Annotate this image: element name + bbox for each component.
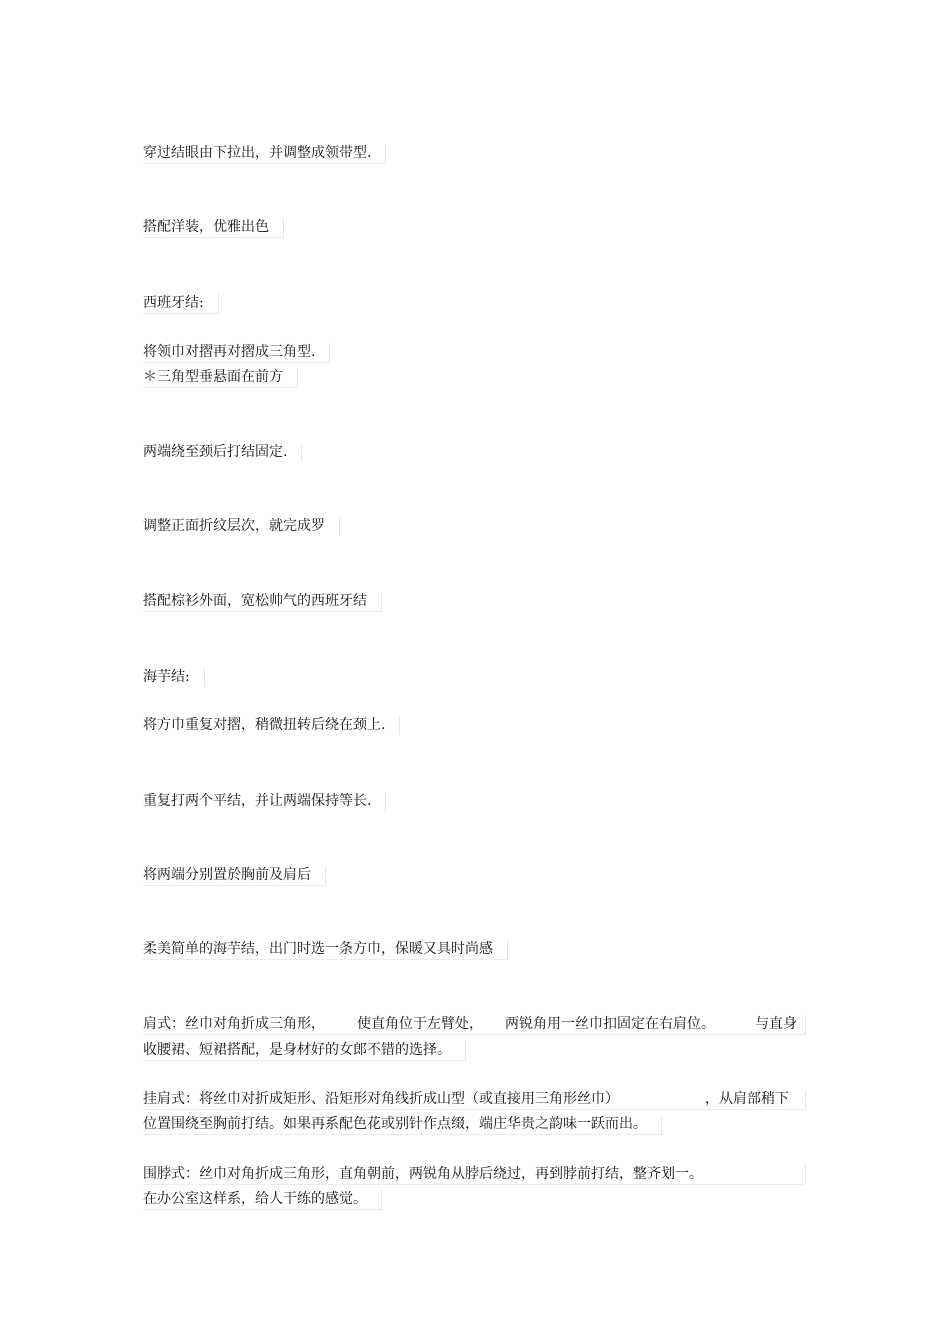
paragraph-shoulder-style-line-2: 收腰裙、短裙搭配，是身材好的女郎不错的选择。 xyxy=(143,1041,466,1061)
shoulder-style-segment-2: 使直角位于左臂处， xyxy=(357,1016,483,1032)
paragraph-calla-step-2: 重复打两个平结，并让两端保持等长. xyxy=(143,792,386,811)
hang-shoulder-segment-1: 挂肩式：将丝巾对折成矩形、沿矩形对角线折成山型（或直接用三角形丝巾） xyxy=(143,1091,619,1107)
paragraph-shoulder-style-line-1 xyxy=(143,1015,806,1035)
heading-calla-knot: 海芋结: xyxy=(143,668,205,687)
paragraph-spanish-step-2: 两端绕至颈后打结固定. xyxy=(143,443,302,462)
paragraph-spanish-step-1: 将领巾对摺再对摺成三角型. xyxy=(143,343,330,363)
paragraph-calla-step-3: 将两端分别置於胸前及肩后 xyxy=(143,866,326,886)
paragraph-calla-summary: 柔美简单的海芋结，出门时选一条方巾，保暖又具时尚感 xyxy=(143,940,508,960)
paragraph-dress-pairing: 搭配洋装，优雅出色 xyxy=(143,218,284,238)
paragraph-hang-shoulder-line-1 xyxy=(143,1090,806,1110)
shoulder-style-segment-4: 与直身 xyxy=(755,1016,797,1032)
paragraph-spanish-note: ＊三角型垂悬面在前方 xyxy=(143,368,298,388)
heading-spanish-knot: 西班牙结: xyxy=(143,294,219,314)
paragraph-spanish-pairing: 搭配棕衫外面，宽松帅气的西班牙结 xyxy=(143,592,382,612)
paragraph-spanish-step-3: 调整正面折纹层次，就完成罗 xyxy=(143,517,340,536)
shoulder-style-segment-3: 两锐角用一丝巾扣固定在右肩位。 xyxy=(505,1016,715,1032)
shoulder-style-segment-1: 肩式：丝巾对角折成三角形， xyxy=(143,1016,325,1032)
paragraph-hang-shoulder-line-2: 位置围绕至胸前打结。如果再系配色花或别针作点缀，端庄华贵之韵味一跃而出。 xyxy=(143,1115,662,1135)
paragraph-necktie-step: 穿过结眼由下拉出，并调整成领带型. xyxy=(143,144,386,164)
hang-shoulder-segment-2: ，从肩部稍下 xyxy=(705,1091,789,1107)
paragraph-neck-style-line-2: 在办公室这样系，给人干练的感觉。 xyxy=(143,1190,382,1210)
paragraph-neck-style-line-1: 围脖式：丝巾对角折成三角形，直角朝前，两锐角从脖后绕过，再到脖前打结，整齐划一。 xyxy=(143,1165,806,1185)
paragraph-calla-step-1: 将方巾重复对摺，稍微扭转后绕在颈上. xyxy=(143,716,400,735)
